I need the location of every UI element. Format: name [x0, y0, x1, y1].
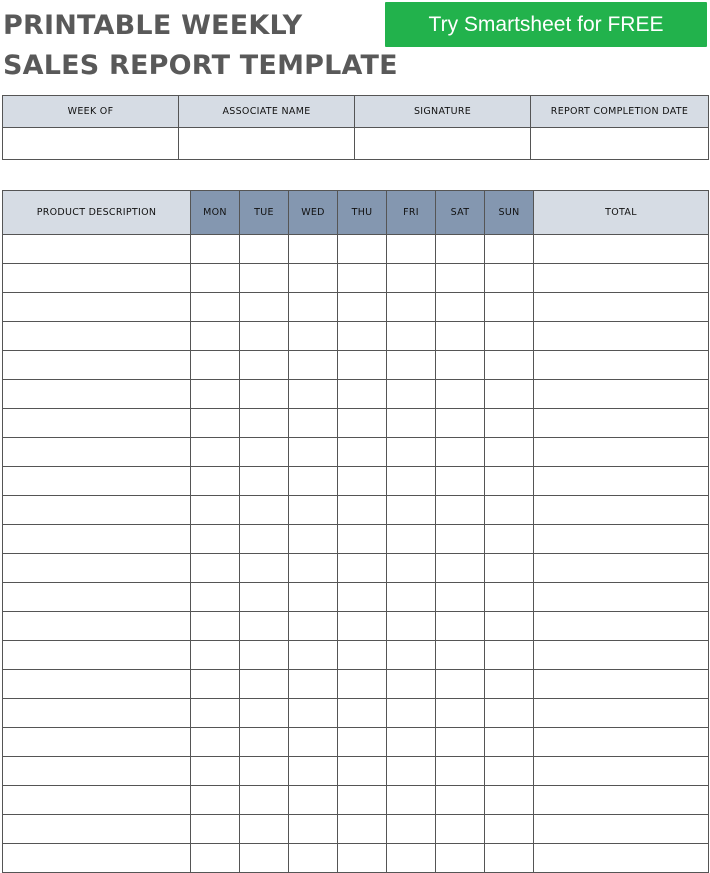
day-header-thu: THU — [338, 191, 387, 235]
table-row — [3, 322, 709, 351]
table-cell[interactable] — [240, 786, 289, 815]
report-completion-date-header: REPORT COMPLETION DATE — [531, 96, 709, 128]
table-cell[interactable] — [240, 728, 289, 757]
table-cell[interactable] — [240, 351, 289, 380]
table-cell[interactable] — [387, 235, 436, 264]
table-cell[interactable] — [240, 757, 289, 786]
table-cell[interactable] — [191, 293, 240, 322]
table-cell[interactable] — [436, 699, 485, 728]
day-header-mon: MON — [191, 191, 240, 235]
table-cell[interactable] — [534, 728, 709, 757]
table-row — [3, 583, 709, 612]
sales-header-row — [3, 191, 709, 235]
associate-name-field[interactable] — [179, 128, 355, 160]
table-cell[interactable] — [436, 670, 485, 699]
table-cell[interactable] — [485, 583, 534, 612]
table-cell[interactable] — [289, 728, 338, 757]
table-cell[interactable] — [387, 322, 436, 351]
table-cell[interactable] — [485, 235, 534, 264]
table-cell[interactable] — [436, 496, 485, 525]
table-cell[interactable] — [485, 670, 534, 699]
table-cell[interactable] — [191, 554, 240, 583]
info-header-row — [3, 96, 709, 128]
table-cell[interactable] — [387, 380, 436, 409]
table-row — [3, 293, 709, 322]
page-title — [3, 6, 398, 86]
table-cell[interactable] — [191, 496, 240, 525]
table-row — [3, 351, 709, 380]
table-cell[interactable] — [387, 728, 436, 757]
week-of-header: WEEK OF — [3, 96, 179, 128]
table-cell[interactable] — [534, 786, 709, 815]
table-cell[interactable] — [387, 583, 436, 612]
table-cell[interactable] — [338, 786, 387, 815]
associate-name-header: ASSOCIATE NAME — [179, 96, 355, 128]
table-cell[interactable] — [338, 264, 387, 293]
table-cell[interactable] — [3, 293, 191, 322]
table-cell[interactable] — [338, 293, 387, 322]
table-cell[interactable] — [289, 757, 338, 786]
table-cell[interactable] — [240, 380, 289, 409]
table-cell[interactable] — [436, 554, 485, 583]
table-cell[interactable] — [289, 264, 338, 293]
table-cell[interactable] — [436, 438, 485, 467]
table-cell[interactable] — [240, 844, 289, 873]
table-cell[interactable] — [485, 467, 534, 496]
table-cell[interactable] — [3, 235, 191, 264]
table-cell[interactable] — [534, 815, 709, 844]
table-cell[interactable] — [3, 496, 191, 525]
day-header-sat: SAT — [436, 191, 485, 235]
table-cell[interactable] — [534, 612, 709, 641]
table-cell[interactable] — [485, 496, 534, 525]
table-cell[interactable] — [240, 496, 289, 525]
table-cell[interactable] — [191, 235, 240, 264]
table-cell[interactable] — [534, 757, 709, 786]
try-smartsheet-button[interactable]: Try Smartsheet for FREE — [385, 2, 707, 47]
table-cell[interactable] — [338, 554, 387, 583]
title-line-1: PRINTABLE WEEKLY — [3, 10, 303, 41]
table-cell[interactable] — [240, 467, 289, 496]
table-cell[interactable] — [387, 786, 436, 815]
table-cell[interactable] — [289, 380, 338, 409]
table-cell[interactable] — [191, 467, 240, 496]
table-cell[interactable] — [387, 670, 436, 699]
table-cell[interactable] — [436, 641, 485, 670]
table-cell[interactable] — [289, 322, 338, 351]
table-cell[interactable] — [534, 380, 709, 409]
week-of-field[interactable] — [3, 128, 179, 160]
table-cell[interactable] — [240, 670, 289, 699]
table-row — [3, 438, 709, 467]
table-cell[interactable] — [3, 786, 191, 815]
table-cell[interactable] — [387, 293, 436, 322]
table-row — [3, 815, 709, 844]
table-row — [3, 554, 709, 583]
table-cell[interactable] — [3, 641, 191, 670]
table-cell[interactable] — [387, 554, 436, 583]
table-cell[interactable] — [387, 438, 436, 467]
table-cell[interactable] — [485, 815, 534, 844]
table-cell[interactable] — [3, 438, 191, 467]
table-cell[interactable] — [289, 786, 338, 815]
table-cell[interactable] — [534, 409, 709, 438]
table-cell[interactable] — [436, 612, 485, 641]
table-cell[interactable] — [436, 293, 485, 322]
table-cell[interactable] — [3, 844, 191, 873]
table-cell[interactable] — [338, 496, 387, 525]
table-cell[interactable] — [387, 844, 436, 873]
table-cell[interactable] — [436, 235, 485, 264]
day-header-sun: SUN — [485, 191, 534, 235]
table-row — [3, 264, 709, 293]
table-cell[interactable] — [485, 438, 534, 467]
table-cell[interactable] — [191, 438, 240, 467]
table-cell[interactable] — [338, 641, 387, 670]
table-cell[interactable] — [289, 351, 338, 380]
sales-table-body — [3, 235, 709, 873]
table-cell[interactable] — [485, 293, 534, 322]
table-cell[interactable] — [191, 583, 240, 612]
table-cell[interactable] — [534, 844, 709, 873]
table-cell[interactable] — [387, 525, 436, 554]
table-cell[interactable] — [3, 525, 191, 554]
table-cell[interactable] — [3, 554, 191, 583]
table-cell[interactable] — [191, 815, 240, 844]
table-cell[interactable] — [534, 641, 709, 670]
table-cell[interactable] — [3, 699, 191, 728]
table-cell[interactable] — [191, 699, 240, 728]
table-cell[interactable] — [3, 409, 191, 438]
table-cell[interactable] — [485, 409, 534, 438]
table-cell[interactable] — [191, 380, 240, 409]
table-cell[interactable] — [338, 438, 387, 467]
table-cell[interactable] — [3, 322, 191, 351]
report-completion-date-field[interactable] — [531, 128, 709, 160]
table-cell[interactable] — [387, 409, 436, 438]
table-cell[interactable] — [338, 322, 387, 351]
table-cell[interactable] — [436, 786, 485, 815]
table-cell[interactable] — [240, 554, 289, 583]
table-cell[interactable] — [338, 351, 387, 380]
table-cell[interactable] — [191, 264, 240, 293]
table-cell[interactable] — [240, 583, 289, 612]
table-cell[interactable] — [289, 235, 338, 264]
table-cell[interactable] — [387, 757, 436, 786]
table-cell[interactable] — [240, 438, 289, 467]
table-row — [3, 467, 709, 496]
table-cell[interactable] — [289, 641, 338, 670]
table-cell[interactable] — [534, 699, 709, 728]
table-cell[interactable] — [240, 409, 289, 438]
table-cell[interactable] — [485, 612, 534, 641]
table-cell[interactable] — [3, 757, 191, 786]
total-header: TOTAL — [534, 191, 709, 235]
day-header-fri: FRI — [387, 191, 436, 235]
table-cell[interactable] — [534, 467, 709, 496]
table-row — [3, 728, 709, 757]
table-cell[interactable] — [534, 293, 709, 322]
table-cell[interactable] — [485, 380, 534, 409]
info-input-row — [3, 128, 709, 160]
table-row — [3, 786, 709, 815]
table-cell[interactable] — [436, 322, 485, 351]
table-cell[interactable] — [240, 235, 289, 264]
product-description-header: PRODUCT DESCRIPTION — [3, 191, 191, 235]
table-cell[interactable] — [289, 612, 338, 641]
table-cell[interactable] — [387, 641, 436, 670]
table-cell[interactable] — [289, 525, 338, 554]
table-cell[interactable] — [240, 322, 289, 351]
table-cell[interactable] — [387, 467, 436, 496]
table-row — [3, 496, 709, 525]
table-cell[interactable] — [240, 264, 289, 293]
table-cell[interactable] — [289, 496, 338, 525]
table-cell[interactable] — [338, 670, 387, 699]
table-cell[interactable] — [387, 351, 436, 380]
table-cell[interactable] — [485, 844, 534, 873]
table-cell[interactable] — [3, 583, 191, 612]
table-cell[interactable] — [436, 409, 485, 438]
table-cell[interactable] — [436, 844, 485, 873]
day-header-wed: WED — [289, 191, 338, 235]
table-row — [3, 409, 709, 438]
table-cell[interactable] — [436, 351, 485, 380]
table-cell[interactable] — [289, 583, 338, 612]
table-cell[interactable] — [3, 815, 191, 844]
table-cell[interactable] — [240, 699, 289, 728]
day-header-tue: TUE — [240, 191, 289, 235]
table-cell[interactable] — [240, 641, 289, 670]
table-cell[interactable] — [191, 351, 240, 380]
table-cell[interactable] — [387, 264, 436, 293]
table-cell[interactable] — [534, 525, 709, 554]
table-cell[interactable] — [534, 496, 709, 525]
table-cell[interactable] — [3, 264, 191, 293]
table-row — [3, 641, 709, 670]
table-cell[interactable] — [191, 612, 240, 641]
signature-header: SIGNATURE — [355, 96, 531, 128]
table-cell[interactable] — [485, 554, 534, 583]
table-cell[interactable] — [338, 409, 387, 438]
table-cell[interactable] — [289, 670, 338, 699]
table-cell[interactable] — [485, 728, 534, 757]
table-cell[interactable] — [289, 699, 338, 728]
table-cell[interactable] — [485, 699, 534, 728]
table-cell[interactable] — [534, 670, 709, 699]
table-cell[interactable] — [191, 757, 240, 786]
table-row — [3, 844, 709, 873]
table-cell[interactable] — [387, 815, 436, 844]
table-cell[interactable] — [485, 264, 534, 293]
table-cell[interactable] — [3, 670, 191, 699]
table-cell[interactable] — [3, 351, 191, 380]
table-cell[interactable] — [387, 612, 436, 641]
table-cell[interactable] — [3, 380, 191, 409]
table-cell[interactable] — [191, 641, 240, 670]
table-cell[interactable] — [338, 728, 387, 757]
table-cell[interactable] — [191, 786, 240, 815]
table-cell[interactable] — [240, 612, 289, 641]
table-cell[interactable] — [289, 467, 338, 496]
table-row — [3, 670, 709, 699]
table-cell[interactable] — [289, 293, 338, 322]
table-cell[interactable] — [485, 757, 534, 786]
table-cell[interactable] — [485, 786, 534, 815]
table-cell[interactable] — [387, 699, 436, 728]
table-cell[interactable] — [436, 264, 485, 293]
table-cell[interactable] — [338, 380, 387, 409]
table-cell[interactable] — [191, 670, 240, 699]
table-cell[interactable] — [338, 583, 387, 612]
table-cell[interactable] — [485, 322, 534, 351]
table-row — [3, 612, 709, 641]
table-cell[interactable] — [338, 612, 387, 641]
table-cell[interactable] — [436, 815, 485, 844]
table-cell[interactable] — [436, 380, 485, 409]
table-cell[interactable] — [534, 264, 709, 293]
table-cell[interactable] — [338, 525, 387, 554]
sales-table — [2, 190, 709, 873]
table-cell[interactable] — [485, 525, 534, 554]
table-cell[interactable] — [338, 844, 387, 873]
table-cell[interactable] — [240, 525, 289, 554]
table-cell[interactable] — [289, 815, 338, 844]
table-row — [3, 380, 709, 409]
title-line-2: SALES REPORT TEMPLATE — [3, 50, 398, 81]
table-cell[interactable] — [534, 583, 709, 612]
table-cell[interactable] — [289, 554, 338, 583]
table-cell[interactable] — [289, 438, 338, 467]
table-cell[interactable] — [191, 844, 240, 873]
table-cell[interactable] — [436, 467, 485, 496]
table-cell[interactable] — [338, 699, 387, 728]
table-cell[interactable] — [534, 554, 709, 583]
table-cell[interactable] — [240, 293, 289, 322]
table-cell[interactable] — [3, 467, 191, 496]
table-cell[interactable] — [338, 235, 387, 264]
table-cell[interactable] — [240, 815, 289, 844]
table-cell[interactable] — [338, 467, 387, 496]
table-cell[interactable] — [289, 844, 338, 873]
table-cell[interactable] — [534, 322, 709, 351]
signature-field[interactable] — [355, 128, 531, 160]
table-cell[interactable] — [338, 815, 387, 844]
table-cell[interactable] — [534, 438, 709, 467]
table-cell[interactable] — [338, 757, 387, 786]
table-cell[interactable] — [191, 525, 240, 554]
table-cell[interactable] — [436, 757, 485, 786]
table-cell[interactable] — [3, 612, 191, 641]
table-cell[interactable] — [485, 351, 534, 380]
table-cell[interactable] — [387, 496, 436, 525]
table-cell[interactable] — [534, 351, 709, 380]
report-info-table — [2, 95, 709, 160]
table-cell[interactable] — [485, 641, 534, 670]
table-row — [3, 757, 709, 786]
table-cell[interactable] — [191, 728, 240, 757]
table-cell[interactable] — [191, 322, 240, 351]
table-cell[interactable] — [436, 583, 485, 612]
table-row — [3, 235, 709, 264]
table-cell[interactable] — [3, 728, 191, 757]
table-row — [3, 699, 709, 728]
table-cell[interactable] — [534, 235, 709, 264]
table-cell[interactable] — [436, 525, 485, 554]
table-cell[interactable] — [436, 728, 485, 757]
table-row — [3, 525, 709, 554]
table-cell[interactable] — [191, 409, 240, 438]
table-cell[interactable] — [289, 409, 338, 438]
